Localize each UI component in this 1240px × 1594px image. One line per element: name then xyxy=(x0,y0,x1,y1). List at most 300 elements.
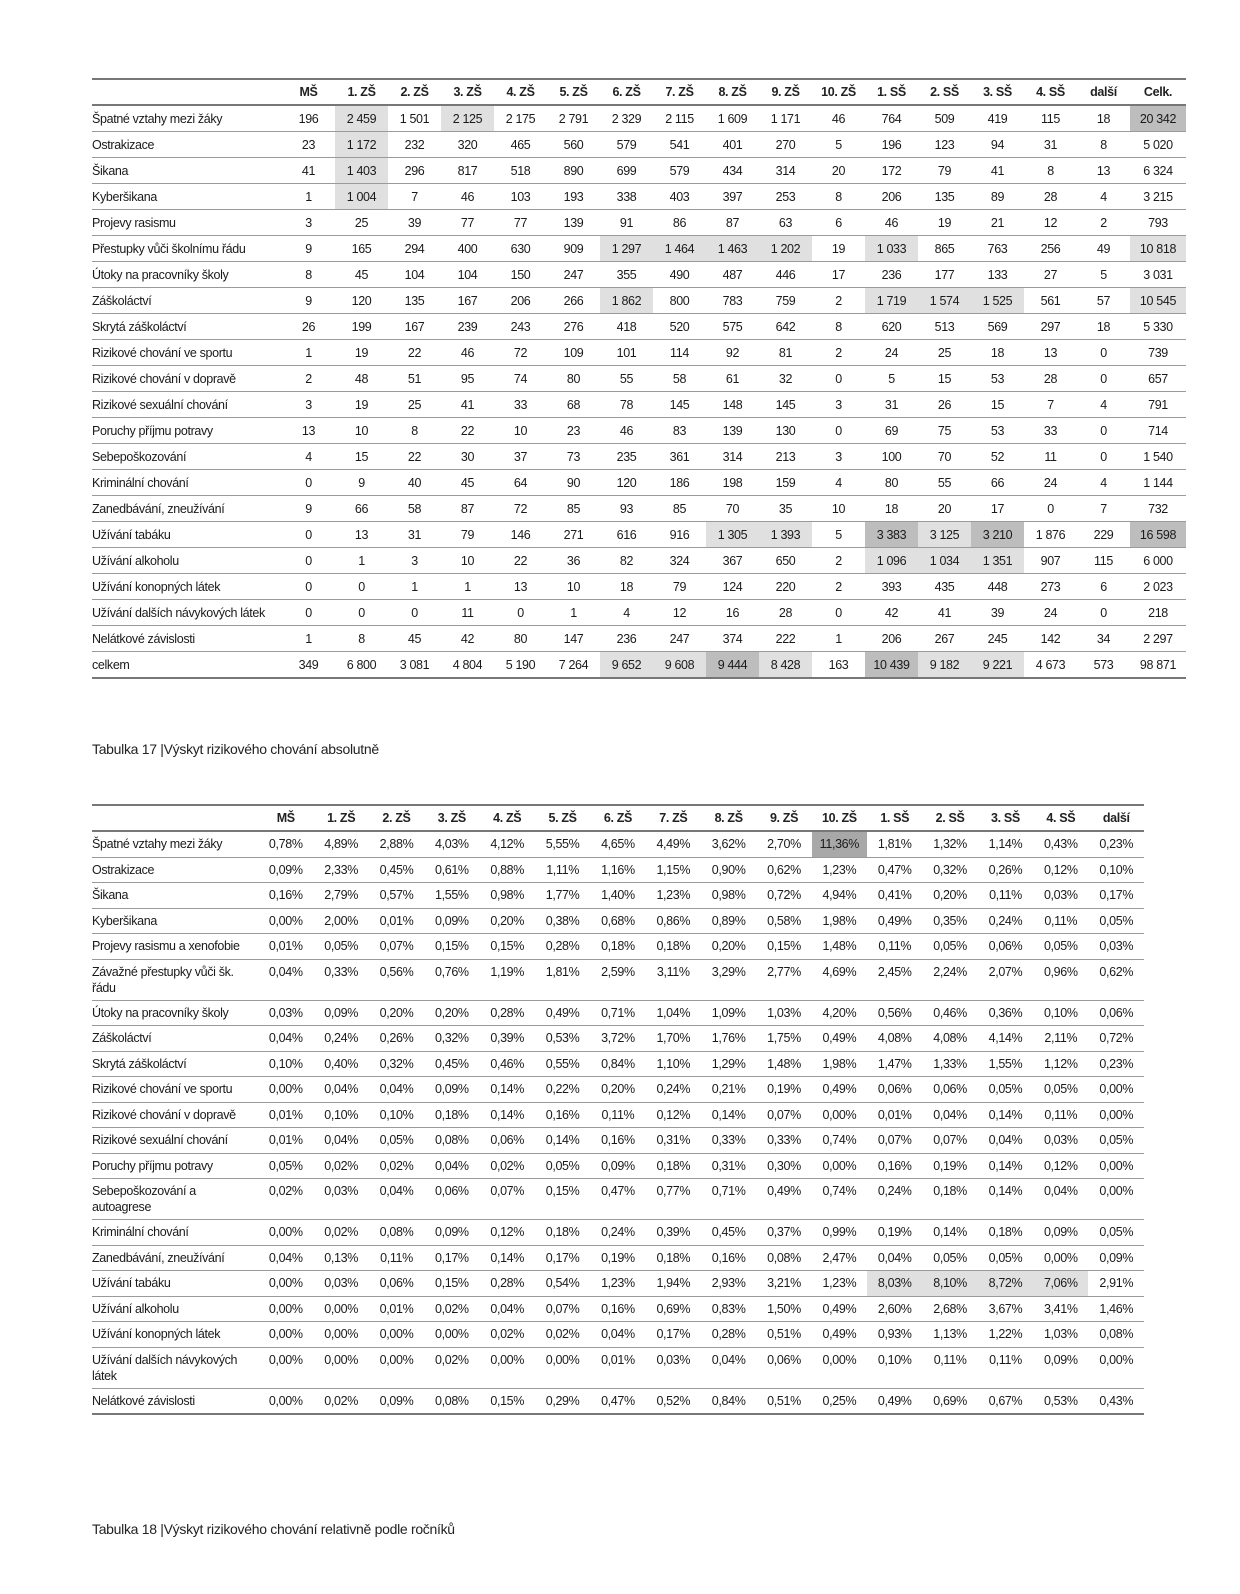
table-cell: 0,23% xyxy=(1088,831,1144,857)
table-row xyxy=(92,314,1186,340)
table-cell: 0,69% xyxy=(933,1393,967,1408)
table-cell: 0,10% xyxy=(313,1102,368,1128)
table-cell: 0,38% xyxy=(535,908,590,934)
table-cell: 52 xyxy=(971,444,1024,470)
table-cell: 3,11% xyxy=(646,959,701,1000)
table-cell: 66 xyxy=(971,470,1024,496)
table-cell: 95 xyxy=(441,366,494,392)
table-cell: 916 xyxy=(653,522,706,548)
table-cell: 0,93% xyxy=(867,1322,922,1348)
table-cell: 9 182 xyxy=(918,652,971,679)
table-cell: 28 xyxy=(1024,184,1077,210)
table-cell: 239 xyxy=(441,314,494,340)
table-cell: 61 xyxy=(706,366,759,392)
table-cell: 1,98% xyxy=(812,1051,867,1077)
table-cell: 296 xyxy=(388,158,441,184)
table-cell: 0,18% xyxy=(590,934,645,960)
table-cell: 4,89% xyxy=(313,831,368,857)
row-label: Užívání tabáku xyxy=(92,522,282,548)
table-cell: 1 096 xyxy=(865,548,918,574)
table-cell: 909 xyxy=(547,236,600,262)
row-label: Rizikové chování v dopravě xyxy=(92,1102,258,1128)
table-row xyxy=(92,470,1186,496)
table-cell: 0,04% xyxy=(424,1153,479,1179)
table-cell: 1,48% xyxy=(812,934,867,960)
table-cell: 3 xyxy=(388,548,441,574)
table-cell: 616 xyxy=(600,522,653,548)
table-cell: 0,10% xyxy=(1033,1000,1088,1026)
table-cell: 0,18% xyxy=(922,1179,977,1220)
table-cell: 2,33% xyxy=(313,857,368,883)
table-cell: 0 xyxy=(812,600,865,626)
table-row xyxy=(92,158,1186,184)
table-cell: 0,45% xyxy=(701,1220,756,1246)
table-cell: 0,14% xyxy=(978,1153,1033,1179)
row-label: Sebepoškozování a autoagrese xyxy=(92,1179,258,1220)
table-row xyxy=(92,262,1186,288)
table-cell: 86 xyxy=(653,210,706,236)
table-cell: 0,18% xyxy=(424,1102,479,1128)
column-header: 6. ZŠ xyxy=(590,805,645,831)
table-cell: 45 xyxy=(388,626,441,652)
table-cell: 167 xyxy=(388,314,441,340)
table-cell: 0,16% xyxy=(867,1153,922,1179)
table-cell: 159 xyxy=(759,470,812,496)
table-cell: 2,60% xyxy=(867,1296,922,1322)
table-cell: 0,74% xyxy=(812,1179,867,1220)
table-cell: 46 xyxy=(812,105,865,132)
table-cell: 10 xyxy=(441,548,494,574)
table-cell: 0,86% xyxy=(646,908,701,934)
row-label: Kyberšikana xyxy=(92,908,258,934)
table-cell: 0,15% xyxy=(535,1179,590,1220)
table-cell: 0,68% xyxy=(590,908,645,934)
table-cell: 0,11% xyxy=(1033,1102,1088,1128)
table-cell: 642 xyxy=(759,314,812,340)
table-cell: 46 xyxy=(441,340,494,366)
table-cell: 46 xyxy=(600,418,653,444)
table-cell: 0,05% xyxy=(313,934,368,960)
table-cell: 9 xyxy=(282,496,335,522)
table-cell: 0,00% xyxy=(258,1271,313,1297)
table-cell: 0,09% xyxy=(424,1077,479,1103)
table-cell: 91 xyxy=(600,210,653,236)
table-cell: 81 xyxy=(759,340,812,366)
table-cell: 232 xyxy=(388,132,441,158)
table-cell: 10 xyxy=(812,496,865,522)
table-cell: 21 xyxy=(971,210,1024,236)
table-cell: 3,41% xyxy=(1033,1296,1088,1322)
table-cell: 0,05% xyxy=(922,1245,977,1271)
table-row xyxy=(92,1179,1144,1220)
table-cell: 2 xyxy=(812,340,865,366)
table-cell: 7 264 xyxy=(558,657,589,672)
table-cell: 0,26% xyxy=(978,857,1033,883)
table-cell: 1,33% xyxy=(922,1051,977,1077)
table-cell: 1 xyxy=(282,340,335,366)
table-row xyxy=(92,1051,1144,1077)
table-cell: 657 xyxy=(1130,366,1186,392)
table-cell: 35 xyxy=(759,496,812,522)
table-row xyxy=(92,1347,1144,1388)
table-cell: 0,00% xyxy=(1088,1077,1144,1103)
table-cell: 1,46% xyxy=(1088,1296,1144,1322)
table-cell: 579 xyxy=(653,158,706,184)
table-cell: 206 xyxy=(865,184,918,210)
table-cell: 30 xyxy=(441,444,494,470)
table-cell: 518 xyxy=(494,158,547,184)
table-cell: 19 xyxy=(335,392,388,418)
table-cell: 0,00% xyxy=(258,1347,313,1388)
table-cell: 5 020 xyxy=(1130,132,1186,158)
table-cell: 1,23% xyxy=(646,883,701,909)
table-cell: 0,14% xyxy=(480,1245,535,1271)
table-cell: 0,02% xyxy=(324,1393,358,1408)
table-cell: 3,21% xyxy=(756,1271,811,1297)
table-row xyxy=(92,210,1186,236)
table-cell: 150 xyxy=(494,262,547,288)
table-cell: 80 xyxy=(865,470,918,496)
table-cell: 0,43% xyxy=(1099,1393,1134,1408)
table-cell: 2,07% xyxy=(978,959,1033,1000)
table-cell: 1 034 xyxy=(918,548,971,574)
table-cell: 1,10% xyxy=(646,1051,701,1077)
table-cell: 19 xyxy=(335,340,388,366)
table-cell: 3 xyxy=(812,444,865,470)
table-cell: 320 xyxy=(441,132,494,158)
table-cell: 0,45% xyxy=(424,1051,479,1077)
table-cell: 13 xyxy=(494,574,547,600)
table-cell: 0,67% xyxy=(988,1393,1023,1408)
table-cell: 16 598 xyxy=(1130,522,1186,548)
table-cell: 10 818 xyxy=(1130,236,1186,262)
row-label: Užívání dalších návykových látek xyxy=(92,600,282,626)
table-cell: 23 xyxy=(547,418,600,444)
row-label: Kyberšikana xyxy=(92,184,282,210)
table-cell: 0,84% xyxy=(711,1393,746,1408)
table-cell: 418 xyxy=(600,314,653,340)
table-cell: 1,55% xyxy=(424,883,479,909)
table-cell: 0,52% xyxy=(656,1393,691,1408)
table-cell: 0,00% xyxy=(369,1322,424,1348)
table-cell: 1 574 xyxy=(918,288,971,314)
table-cell: 0,18% xyxy=(646,1153,701,1179)
table-cell: 0,56% xyxy=(369,959,424,1000)
table-cell: 77 xyxy=(494,210,547,236)
table-cell: 0,00% xyxy=(268,1393,303,1408)
table-cell: 0,14% xyxy=(922,1220,977,1246)
table-cell: 0,15% xyxy=(424,1271,479,1297)
table-cell: 0,01% xyxy=(867,1102,922,1128)
table-cell: 0,90% xyxy=(701,857,756,883)
table-cell: 0,83% xyxy=(701,1296,756,1322)
table-cell: 0,11% xyxy=(978,1347,1033,1388)
table-cell: 4,69% xyxy=(812,959,867,1000)
table-cell: 0,04% xyxy=(480,1296,535,1322)
table-cell: 55 xyxy=(918,470,971,496)
table-cell: 2 125 xyxy=(441,105,494,132)
table-cell: 1,23% xyxy=(812,857,867,883)
table-cell: 135 xyxy=(918,184,971,210)
table-cell: 273 xyxy=(1024,574,1077,600)
table-cell: 0,08% xyxy=(424,1128,479,1154)
table-cell: 0,16% xyxy=(535,1102,590,1128)
table-cell: 58 xyxy=(388,496,441,522)
table-cell: 0,00% xyxy=(258,1220,313,1246)
table-cell: 9 608 xyxy=(653,652,706,679)
table-cell: 5 xyxy=(1077,262,1130,288)
table-cell: 1,12% xyxy=(1033,1051,1088,1077)
table-cell: 0,03% xyxy=(313,1271,368,1297)
table-cell: 1,50% xyxy=(756,1296,811,1322)
table-cell: 1 xyxy=(335,548,388,574)
table-cell: 69 xyxy=(865,418,918,444)
table-cell: 0,02% xyxy=(424,1347,479,1388)
table-cell: 1 033 xyxy=(865,236,918,262)
table-cell: 0,32% xyxy=(922,857,977,883)
table-cell: 0,00% xyxy=(424,1322,479,1348)
table-cell: 220 xyxy=(759,574,812,600)
table-cell: 13 xyxy=(1077,158,1130,184)
table-cell: 15 xyxy=(971,392,1024,418)
table-cell: 0,09% xyxy=(1033,1347,1088,1388)
table-cell: 33 xyxy=(1024,418,1077,444)
table-cell: 18 xyxy=(971,340,1024,366)
table-cell: 7 xyxy=(388,184,441,210)
table-cell: 222 xyxy=(759,626,812,652)
table-cell: 6 xyxy=(812,210,865,236)
row-label: Šikana xyxy=(92,883,258,909)
table-cell: 186 xyxy=(653,470,706,496)
table-cell: 55 xyxy=(600,366,653,392)
table-cell: 1 144 xyxy=(1130,470,1186,496)
table-18-body xyxy=(92,831,1144,1414)
table-cell: 0,22% xyxy=(535,1077,590,1103)
table-cell: 0,14% xyxy=(978,1102,1033,1128)
row-label: Skrytá záškoláctví xyxy=(92,1051,258,1077)
table-cell: 4,08% xyxy=(922,1026,977,1052)
table-cell: 18 xyxy=(865,496,918,522)
table-cell: 0 xyxy=(282,470,335,496)
table-row xyxy=(92,1271,1144,1297)
table-cell: 8 xyxy=(1024,158,1077,184)
table-cell: 1,04% xyxy=(646,1000,701,1026)
table-cell: 16 xyxy=(706,600,759,626)
row-label: Záškoláctví xyxy=(92,288,282,314)
table-cell: 0,04% xyxy=(369,1077,424,1103)
table-cell: 2 329 xyxy=(600,105,653,132)
row-label: Ostrakizace xyxy=(92,857,258,883)
row-label: Užívání tabáku xyxy=(92,1271,258,1297)
table-cell: 48 xyxy=(335,366,388,392)
table-cell: 68 xyxy=(547,392,600,418)
table-cell: 0,02% xyxy=(480,1322,535,1348)
table-cell: 0,12% xyxy=(1033,857,1088,883)
table-cell: 46 xyxy=(441,184,494,210)
table-cell: 0,00% xyxy=(535,1347,590,1388)
table-cell: 0,33% xyxy=(756,1128,811,1154)
table-cell: 0,06% xyxy=(480,1128,535,1154)
table-cell: 0,07% xyxy=(922,1128,977,1154)
table-cell: 0,07% xyxy=(756,1102,811,1128)
table-cell: 39 xyxy=(388,210,441,236)
table-cell: 36 xyxy=(547,548,600,574)
table-cell: 0,11% xyxy=(1033,908,1088,934)
table-cell: 0,01% xyxy=(369,1296,424,1322)
table-cell: 297 xyxy=(1024,314,1077,340)
table-cell: 41 xyxy=(918,600,971,626)
table-cell: 46 xyxy=(865,210,918,236)
table-cell: 93 xyxy=(600,496,653,522)
table-cell: 41 xyxy=(971,158,1024,184)
table-cell: 569 xyxy=(971,314,1024,340)
column-header: 1. SŠ xyxy=(865,79,918,105)
table-cell: 8 xyxy=(388,418,441,444)
table-cell: 2 791 xyxy=(547,105,600,132)
table-cell: 1,76% xyxy=(701,1026,756,1052)
table-cell: 115 xyxy=(1077,548,1130,574)
row-label: Poruchy příjmu potravy xyxy=(92,1153,258,1179)
table-cell: 0,00% xyxy=(1088,1179,1144,1220)
table-cell: 560 xyxy=(547,132,600,158)
table-cell: 0,03% xyxy=(1033,883,1088,909)
table-cell: 0,49% xyxy=(535,1000,590,1026)
table-cell: 732 xyxy=(1130,496,1186,522)
table-row xyxy=(92,883,1144,909)
row-label: Ostrakizace xyxy=(92,132,282,158)
table-cell: 82 xyxy=(600,548,653,574)
table-cell: 123 xyxy=(918,132,971,158)
table-row xyxy=(92,1153,1144,1179)
table-cell: 714 xyxy=(1130,418,1186,444)
table-cell: 2,45% xyxy=(867,959,922,1000)
table-row xyxy=(92,652,1186,679)
table-cell: 25 xyxy=(388,392,441,418)
table-row xyxy=(92,857,1144,883)
table-cell: 3,72% xyxy=(590,1026,645,1052)
column-header: 1. ZŠ xyxy=(335,79,388,105)
table-cell: 0 xyxy=(1077,366,1130,392)
table-cell: 0,02% xyxy=(535,1322,590,1348)
row-label: Nelátkové závislosti xyxy=(92,626,282,652)
table-cell: 0,00% xyxy=(812,1102,867,1128)
table-cell: 2 xyxy=(282,366,335,392)
table-cell: 58 xyxy=(653,366,706,392)
column-header: 5. ZŠ xyxy=(547,79,600,105)
table-cell: 148 xyxy=(706,392,759,418)
table-cell: 374 xyxy=(706,626,759,652)
table-cell: 0,98% xyxy=(480,883,535,909)
table-cell: 2 023 xyxy=(1130,574,1186,600)
column-header: 7. ZŠ xyxy=(653,79,706,105)
table-cell: 27 xyxy=(1024,262,1077,288)
table-cell: 41 xyxy=(441,392,494,418)
column-header: další xyxy=(1077,79,1130,105)
table-cell: 1 xyxy=(547,600,600,626)
table-cell: 89 xyxy=(971,184,1024,210)
table-cell: 13 xyxy=(282,418,335,444)
table-cell: 0,01% xyxy=(258,934,313,960)
row-label: Rizikové chování ve sportu xyxy=(92,340,282,366)
table-cell: 115 xyxy=(1024,105,1077,132)
table-cell: 0,06% xyxy=(424,1179,479,1220)
table-cell: 4 xyxy=(812,470,865,496)
table-cell: 0,04% xyxy=(369,1179,424,1220)
table-cell: 763 xyxy=(971,236,1024,262)
table-cell: 22 xyxy=(388,444,441,470)
table-cell: 5 xyxy=(812,132,865,158)
table-cell: 53 xyxy=(971,418,1024,444)
table-cell: 18 xyxy=(1077,105,1130,132)
table-cell: 270 xyxy=(759,132,812,158)
table-cell: 2,24% xyxy=(922,959,977,1000)
table-cell: 120 xyxy=(600,470,653,496)
table-cell: 1 172 xyxy=(335,132,388,158)
table-cell: 0,12% xyxy=(1033,1153,1088,1179)
table-cell: 87 xyxy=(706,210,759,236)
table-cell: 541 xyxy=(653,132,706,158)
table-cell: 0,04% xyxy=(978,1128,1033,1154)
table-cell: 79 xyxy=(441,522,494,548)
table-cell: 24 xyxy=(865,340,918,366)
table-cell: 2,88% xyxy=(369,831,424,857)
table-cell: 0,02% xyxy=(480,1153,535,1179)
table-cell: 0,76% xyxy=(424,959,479,1000)
table-cell: 0,05% xyxy=(922,934,977,960)
table-cell: 650 xyxy=(759,548,812,574)
table-cell: 0,55% xyxy=(535,1051,590,1077)
table-cell: 9 221 xyxy=(971,652,1024,679)
table-cell: 39 xyxy=(971,600,1024,626)
table-cell: 0,11% xyxy=(978,883,1033,909)
table-cell: 8 xyxy=(1077,132,1130,158)
table-cell: 0,51% xyxy=(767,1393,801,1408)
table-cell: 0,06% xyxy=(756,1347,811,1388)
table-cell: 172 xyxy=(865,158,918,184)
table-row xyxy=(92,600,1186,626)
table-cell: 791 xyxy=(1130,392,1186,418)
table-cell: 0,01% xyxy=(258,1102,313,1128)
table-cell: 0,06% xyxy=(867,1077,922,1103)
table-cell: 0,96% xyxy=(1033,959,1088,1000)
table-row xyxy=(92,1388,1144,1414)
table-cell: 0,54% xyxy=(535,1271,590,1297)
table-cell: 28 xyxy=(1024,366,1077,392)
table-cell: 0,20% xyxy=(480,908,535,934)
table-cell: 1 501 xyxy=(388,105,441,132)
table-cell: 759 xyxy=(759,288,812,314)
table-cell: 0,02% xyxy=(258,1179,313,1220)
table-cell: 0,00% xyxy=(313,1322,368,1348)
table-cell: 31 xyxy=(1024,132,1077,158)
table-cell: 0,26% xyxy=(369,1026,424,1052)
table-cell: 0,33% xyxy=(701,1128,756,1154)
table-row xyxy=(92,1102,1144,1128)
row-label: Užívání konopných látek xyxy=(92,574,282,600)
table-cell: 0,49% xyxy=(812,1296,867,1322)
table-row xyxy=(92,392,1186,418)
table-cell: 236 xyxy=(600,626,653,652)
table-cell: 9 444 xyxy=(706,652,759,679)
table-cell: 11,36% xyxy=(812,831,867,857)
table-cell: 0,11% xyxy=(867,934,922,960)
table-cell: 1,16% xyxy=(590,857,645,883)
table-cell: 0,51% xyxy=(756,1322,811,1348)
table-cell: 196 xyxy=(282,105,335,132)
table-cell: 0,00% xyxy=(258,908,313,934)
table-cell: 0,08% xyxy=(756,1245,811,1271)
table-cell: 4,94% xyxy=(812,883,867,909)
